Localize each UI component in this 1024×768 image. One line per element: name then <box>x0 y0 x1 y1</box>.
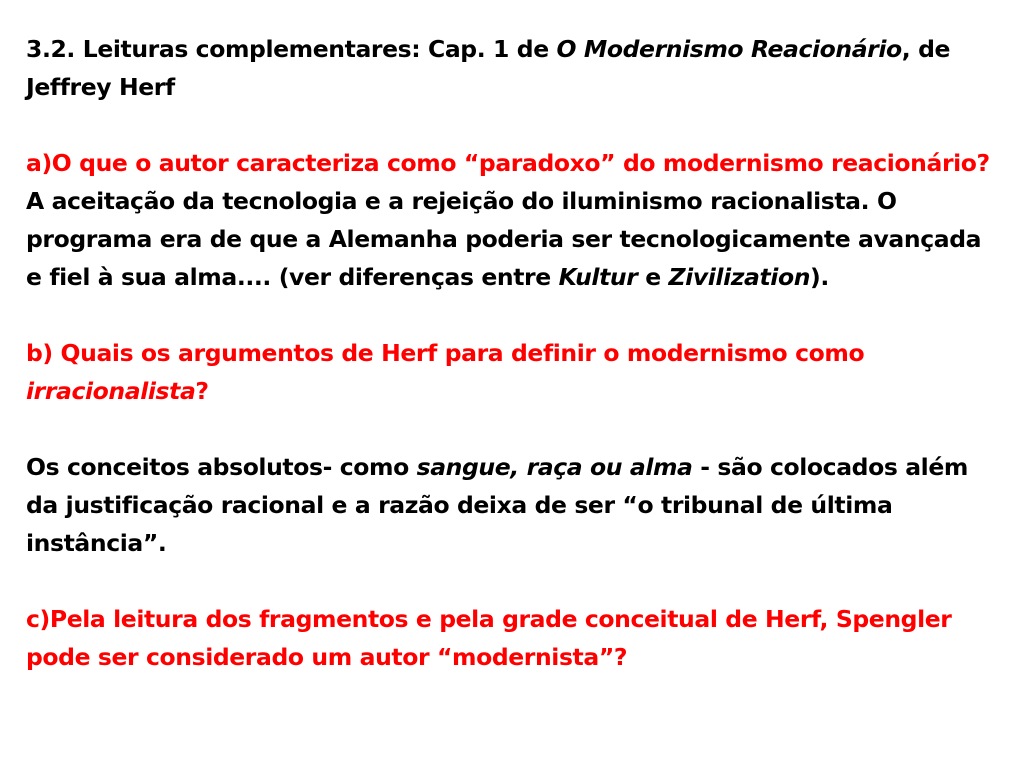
spacer <box>26 106 1004 144</box>
book-title: O Modernismo Reacionário <box>556 35 902 63</box>
answer-a-and: e <box>637 263 669 291</box>
question-b <box>26 334 1004 410</box>
slide-title <box>26 30 1004 106</box>
answer-b-italic: sangue, raça ou alma <box>416 453 693 481</box>
term-kultur: Kultur <box>558 263 638 291</box>
spacer <box>26 410 1004 448</box>
question-c: c)Pela leitura dos fragmentos e pela grade conceitual de Herf, Spengler pode ser considerado um autor “modernista”? <box>26 605 952 671</box>
question-b-text: b) Quais os argumentos de Herf para definir o modernismo como <box>26 339 865 367</box>
title-suffix: , de Jeffrey Herf <box>26 35 951 101</box>
question-a: a)O que o autor caracteriza como “paradoxo” do modernismo reacionário? <box>26 149 990 177</box>
answer-a-text: A aceitação da tecnologia e a rejeição do iluminismo racionalista. O programa era de que a Alemanha poderia ser tecnologicamente avançada e fiel à sua alma.... (ver diferenças entre <box>26 187 982 291</box>
answer-b-text: Os conceitos absolutos- como <box>26 453 417 481</box>
title-prefix: 3.2. Leituras complementares: Cap. 1 de <box>26 35 557 63</box>
question-b-italic: irracionalista <box>26 377 196 405</box>
question-b-end: ? <box>195 377 209 405</box>
answer-b <box>26 448 1004 562</box>
answer-b-text-2: - são colocados além da justificação racional e a razão deixa de ser “o tribunal de última instância”. <box>26 453 968 557</box>
answer-a-end: ). <box>810 263 829 291</box>
term-zivilization: Zivilization <box>668 263 811 291</box>
spacer <box>26 562 1004 600</box>
spacer <box>26 296 1004 334</box>
answer-a <box>26 182 1004 296</box>
